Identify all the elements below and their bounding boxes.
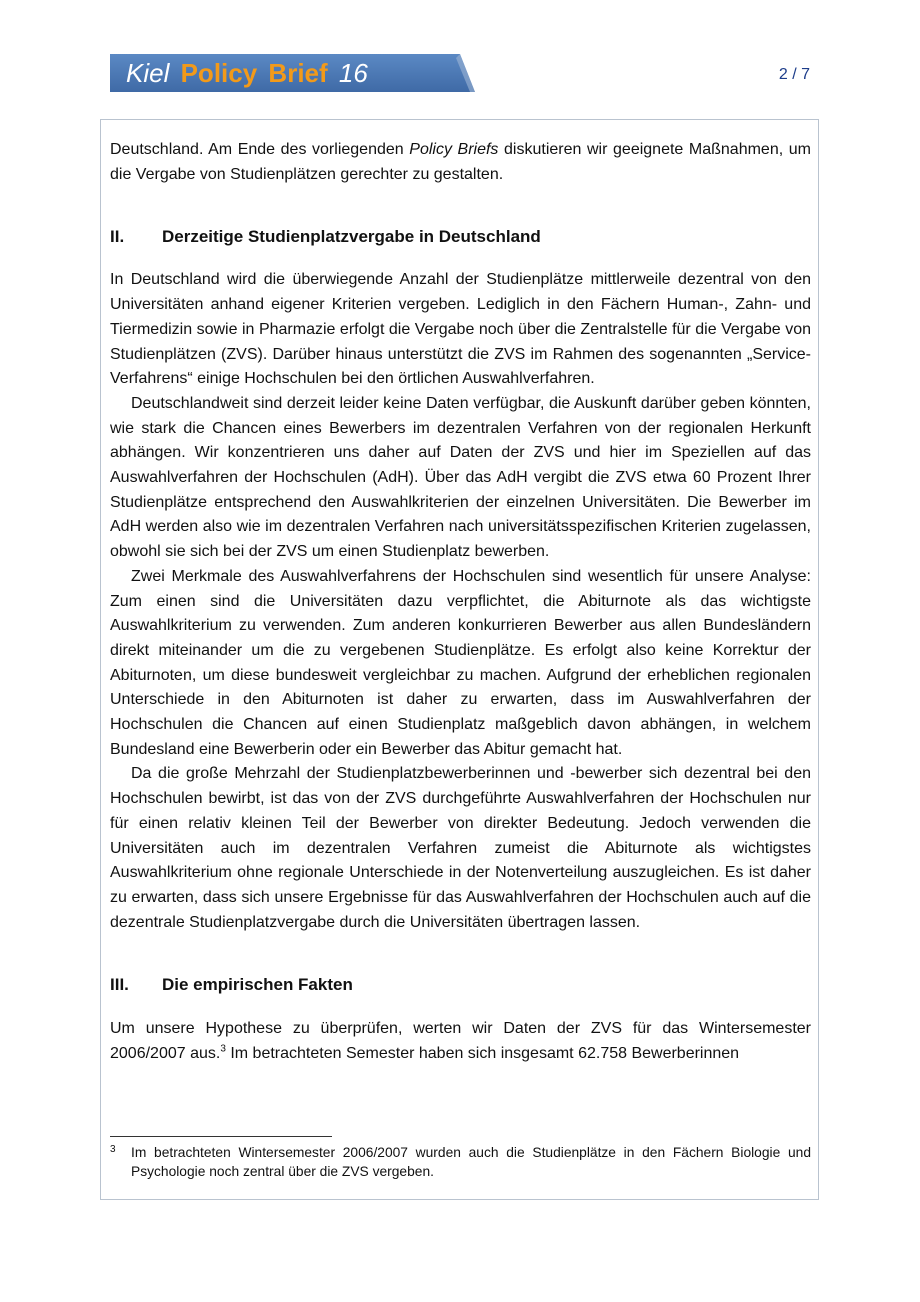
footnote-mark: 3 (110, 1144, 116, 1155)
intro-text-after: diskutieren wir geeignete Maßnahmen, um die Vergabe von Studienplätzen gerechter zu gestalten. (110, 141, 811, 183)
section-title: Derzeitige Studienplatzvergabe in Deutschland (162, 227, 541, 247)
body-paragraph: Deutschlandweit sind derzeit leider keine Daten verfügbar, die Auskunft darüber geben könnten, wie stark die Chancen eines Bewerbers im dezentralen Verfahren von der regionalen Herkunft abhängen. Wir konzentrieren uns daher auf Daten der ZVS und hier im Speziellen auf das Auswahlverfahren der Hochschulen (AdH). Über das AdH vergibt die ZVS etwa 60 Prozent Ihrer Studienplätze entsprechend den Auswahlkriterien der einzelnen Universitäten. Die Bewerber im AdH werden also wie im dezentralen Verfahren nach universitätsspezifischen Kriterien zugelassen, obwohl sie sich bei der ZVS um einen Studienplatz bewerben. (110, 394, 811, 561)
intro-paragraph (110, 138, 811, 187)
section-number: II. (110, 227, 125, 247)
section-number: III. (110, 975, 129, 995)
brand-kiel: Kiel (126, 58, 170, 88)
footnote-text: Im betrachteten Wintersemester 2006/2007 wurden auch die Studienplätze in den Fächern Biologie und Psychologie noch zentral über die ZVS vergeben. (131, 1145, 811, 1179)
body-paragraph: Da die große Mehrzahl der Studienplatzbewerberinnen und -bewerber sich dezentral bei den Hochschulen bewirbt, ist das von der ZVS durchgeführte Auswahlverfahren der Hochschulen nur für einen relativ kleinen Teil der Bewerber von direkter Bedeutung. Jedoch verwenden die Universitäten auch im dezentralen Verfahren zumeist die Abiturnote als wichtigstes Auswahlkriterium ohne regionale Unterschiede in der Notenverteilung auszugleichen. Es ist daher zu erwarten, dass sich unsere Ergebnisse für das Auswahlverfahren der Hochschulen auch auf die dezentrale Studienplatzvergabe durch die Universitäten übertragen lassen. (110, 765, 811, 931)
section-heading-3 (110, 973, 811, 997)
body-paragraph: Zwei Merkmale des Auswahlverfahrens der Hochschulen sind wesentlich für unsere Analyse: Zum einen sind die Universitäten dazu verpflichtet, die Abiturnote als das wichtigste Auswahlkriterium zu verwenden. Zum anderen konkurrieren Bewerber aus allen Bundesländern direkt miteinander um die zu vergebenen Studienplätze. Es erfolgt also keine Korrektur der Abiturnoten, um diese bundesweit vergleichbar zu machen. Aufgrund der erheblichen regionalen Unterschiede in den Abiturnoten ist daher zu erwarten, dass im Auswahlverfahren der Hochschulen die Chancen auf einen Studienplatz maßgeblich davon abhängen, in welchem Bundesland eine Bewerberin oder ein Bewerber das Abitur gemacht hat. (110, 567, 811, 758)
brand-policy: Policy (180, 58, 258, 88)
brand-number: 16 (338, 58, 368, 88)
brand-title (126, 57, 368, 89)
intro-italic: Policy Briefs (409, 141, 499, 158)
intro-text-before: Deutschland. Am Ende des vorliegenden (110, 141, 410, 158)
page-number: 2 / 7 (778, 66, 810, 83)
section3-text-after: Im betrachteten Semester haben sich insgesamt 62.758 Bewerberinnen (225, 1045, 740, 1063)
document-body (110, 138, 811, 1067)
body-paragraph: In Deutschland wird die überwiegende Anzahl der Studienplätze mittlerweile dezentral von den Universitäten anhand eigener Kriterien vergeben. Lediglich in den Fächern Human-, Zahn- und Tiermedizin sowie in Pharmazie erfolgt die Vergabe noch über die Zentralstelle für die Vergabe von Studienplätzen (ZVS). Darüber hinaus unterstützt die ZVS im Rahmen des sogenannten „Service-Verfahrens“ einige Hochschulen bei den örtlichen Auswahlverfahren. (110, 271, 811, 388)
footnote-divider (110, 1136, 332, 1137)
header-banner (110, 54, 475, 92)
section-title: Die empirischen Fakten (162, 975, 353, 995)
footnote (110, 1143, 811, 1181)
section-heading-2 (110, 225, 811, 249)
body-paragraph (110, 1017, 811, 1066)
section3-text-before: Um unsere Hypothese zu überprüfen, werten wir Daten der ZVS für das Wintersemester 2006/2007 aus. (110, 1020, 811, 1063)
footnote-reference[interactable]: 3 (220, 1043, 226, 1055)
brand-brief: Brief (268, 58, 328, 88)
